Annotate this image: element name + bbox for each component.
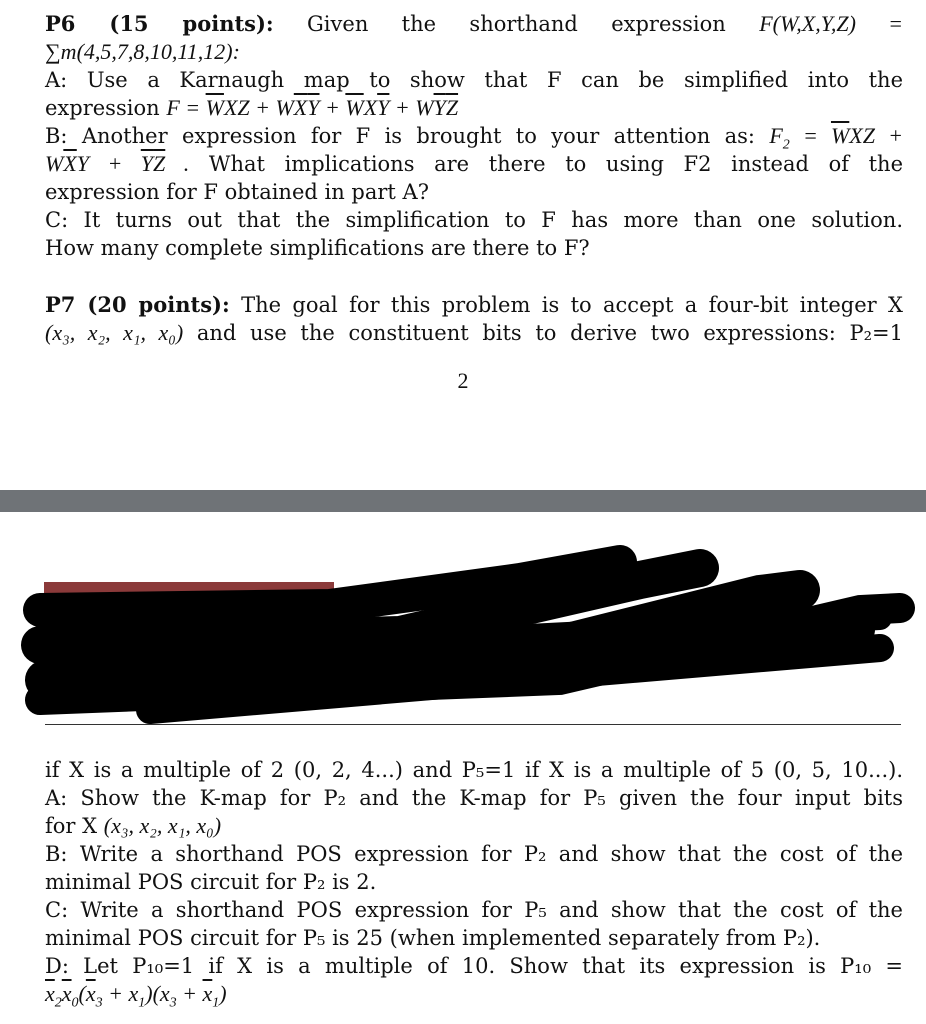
p6-minterms: ∑m(4,5,7,8,10,11,12): [45,39,240,64]
redaction-scribble [0,540,926,740]
p6-line-1 [45,10,903,38]
p7-a-line-1 [45,784,903,812]
page-top [0,0,926,490]
p7-line2-text: and use the constituent bits to derive two expressions: P₂=1 [196,321,903,345]
p6-c-line-1 [45,206,903,234]
p6-c-text: C: It turns out that the simplification to F has more than one solution. [45,208,903,232]
p6-line-2 [45,38,903,66]
p6-b-text2: What implications are there to using F2 instead of the [208,152,904,176]
p6-b-expr-part2: $W\overline{X}Y + \overline{Y}\overline{Z}$ . [45,151,190,176]
p6-b-text3: expression for F obtained in part A? [45,180,429,204]
p7-d-expression: $\overline{x}_2\overline{x}_0(\overline{x}_3 + x_1)(x_3 + \overline{x}_1)$ [45,981,227,1011]
p7-a-line-2 [45,812,903,840]
p6-a-text: A: Use a Karnaugh map to show that F can be simplified into the [45,68,903,92]
p7-c-line-2 [45,924,903,952]
p6-a-line-1 [45,66,903,94]
p7-a2-text: for X [45,814,98,838]
p6-b-line-2 [45,150,903,178]
p7-line1-text: The goal for this problem is to accept a four-bit integer X [241,293,903,317]
p7-heading: P7 (20 points): [45,292,230,317]
p7-a1-text: A: Show the K-map for P₂ and the K-map for P₅ given the four input bits [45,786,903,810]
p7-d-line-1 [45,952,903,980]
page-number: 2 [457,368,469,393]
p7-a2-math: (x₃, x₂, x₁, x₀) [103,813,222,838]
p6-a-line-2 [45,94,903,122]
p6-intro: Given the shorthand expression [307,12,726,36]
p7-cont-line-1 [45,756,903,784]
page-separator [0,490,926,512]
p7-line-1 [45,291,903,319]
p7-c1-text: C: Write a shorthand POS expression for P₅ and show that the cost of the [45,898,903,922]
p6-heading: P6 (15 points): [45,11,274,36]
p7-c-line-1 [45,896,903,924]
p7-b1-text: B: Write a shorthand POS expression for P₂ and show that the cost of the [45,842,903,866]
p6-a-text2: expression [45,96,160,120]
p6-b-text: B: Another expression for F is brought to your attention as: [45,124,755,148]
p6-c-text2: How many complete simplifications are there to F? [45,236,590,260]
rule-line [45,724,901,725]
p6-function: F(W,X,Y,Z) = [759,11,903,36]
p7-c2-text: minimal POS circuit for P₅ is 25 (when implemented separately from P₂). [45,926,821,950]
p7-cont1-text: if X is a multiple of 2 (0, 2, 4...) and P₅=1 if X is a multiple of 5 (0, 5, 10...). [45,758,903,782]
p7-bits-math: (x₃, x₂, x₁, x₀) [45,320,184,345]
p6-b-line-3 [45,178,903,206]
p7-line-2 [45,319,903,347]
p6-c-line-2 [45,234,903,262]
p6-b-expr-part1: $F_2 = \overline{W}XZ$ + [769,123,903,153]
p7-b-line-1 [45,840,903,868]
p7-d-line-2 [45,980,903,1017]
p7-d1-text: D: Let P₁₀=1 if X is a multiple of 10. Show that its expression is P₁₀ = [45,954,903,978]
p6-a-expression: $F = \overline{W}XZ + W\overline{X}\overline{Y} + \overline{W}X\overline{Y} + W\overline{Y}\overline{Z}$ [166,95,459,120]
p7-b2-text: minimal POS circuit for P₂ is 2. [45,870,377,894]
p7-b-line-2 [45,868,903,896]
